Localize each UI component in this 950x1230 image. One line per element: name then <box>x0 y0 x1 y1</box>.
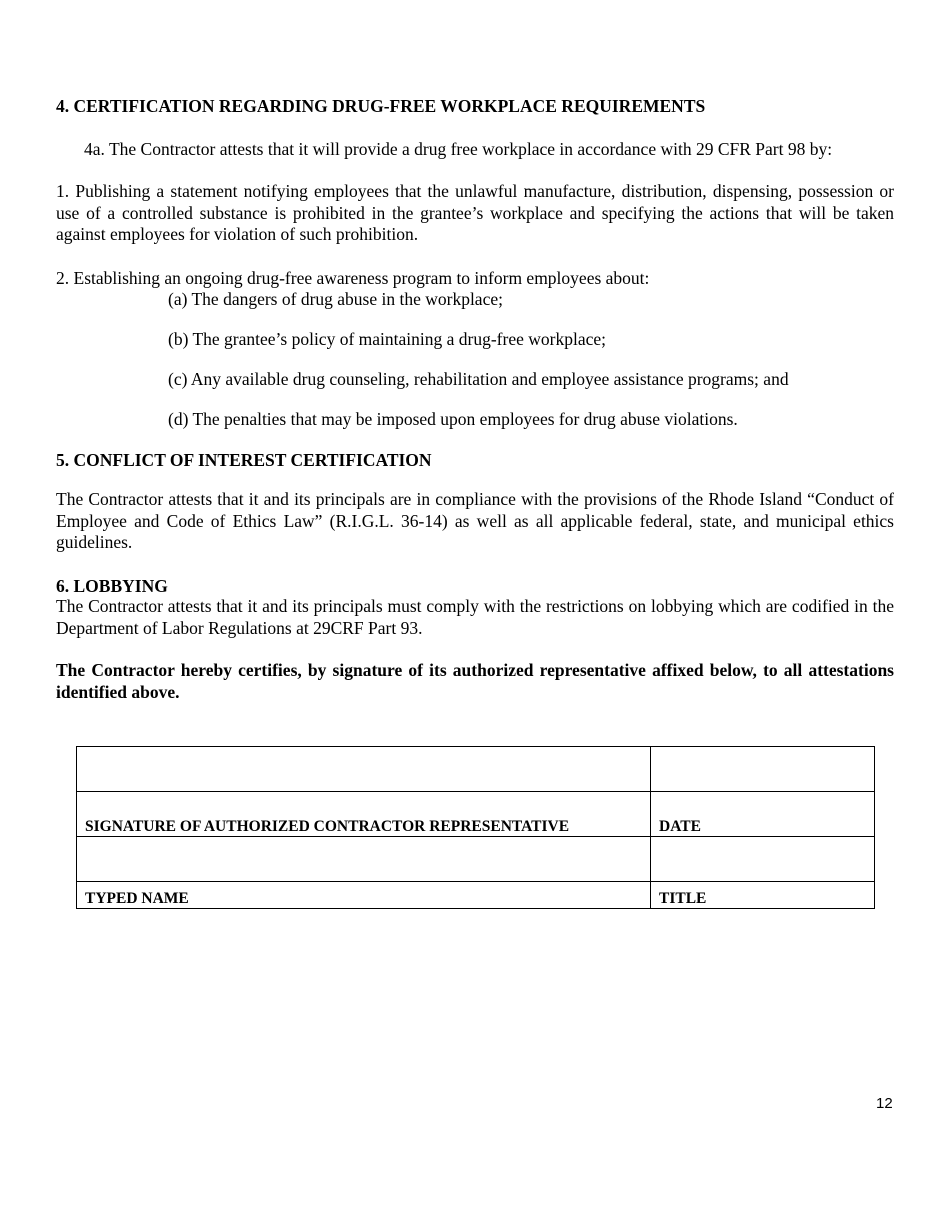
section-4-item-1: 1. Publishing a statement notifying employees that the unlawful manufacture, distribution, dispensing, possession or use of a controlled substance is prohibited in the grantee’s workplace and specifying the actions that will be taken against employees for violation of such prohibition. <box>56 181 894 244</box>
signature-label: SIGNATURE OF AUTHORIZED CONTRACTOR REPRESENTATIVE <box>77 792 651 837</box>
subitem-d: (d) The penalties that may be imposed upon employees for drug abuse violations. <box>168 409 738 429</box>
subitem-a: (a) The dangers of drug abuse in the workplace; <box>168 289 503 309</box>
certification-statement: The Contractor hereby certifies, by signature of its authorized representative affixed below, to all attestations identified above. <box>56 660 894 702</box>
title-label: TITLE <box>651 882 875 909</box>
subitem-c: (c) Any available drug counseling, rehabilitation and employee assistance programs; and <box>168 369 789 389</box>
section-4a-intro: 4a. The Contractor attests that it will provide a drug free workplace in accordance with 29 CFR Part 98 by: <box>84 139 833 159</box>
section-6-body: The Contractor attests that it and its principals must comply with the restrictions on lobbying which are codified in the Department of Labor Regulations at 29CRF Part 93. <box>56 596 894 638</box>
page-number: 12 <box>876 1095 893 1112</box>
signature-field[interactable] <box>77 747 651 792</box>
section-4-item-2: 2. Establishing an ongoing drug-free awareness program to inform employees about: <box>56 268 650 288</box>
section-5-heading: 5. CONFLICT OF INTEREST CERTIFICATION <box>56 450 432 470</box>
title-field[interactable] <box>651 837 875 882</box>
section-6-heading: 6. LOBBYING <box>56 576 168 596</box>
typed-name-field[interactable] <box>77 837 651 882</box>
subitem-b: (b) The grantee’s policy of maintaining a drug-free workplace; <box>168 329 606 349</box>
signature-table <box>76 746 875 909</box>
typed-name-label: TYPED NAME <box>77 882 651 909</box>
date-label: DATE <box>651 792 875 837</box>
date-field[interactable] <box>651 747 875 792</box>
section-4-heading: 4. CERTIFICATION REGARDING DRUG-FREE WORKPLACE REQUIREMENTS <box>56 96 706 116</box>
section-5-body: The Contractor attests that it and its principals are in compliance with the provisions of the Rhode Island “Conduct of Employee and Code of Ethics Law” (R.I.G.L. 36-14) as well as all applicable federal, state, and municipal ethics guidelines. <box>56 489 894 552</box>
